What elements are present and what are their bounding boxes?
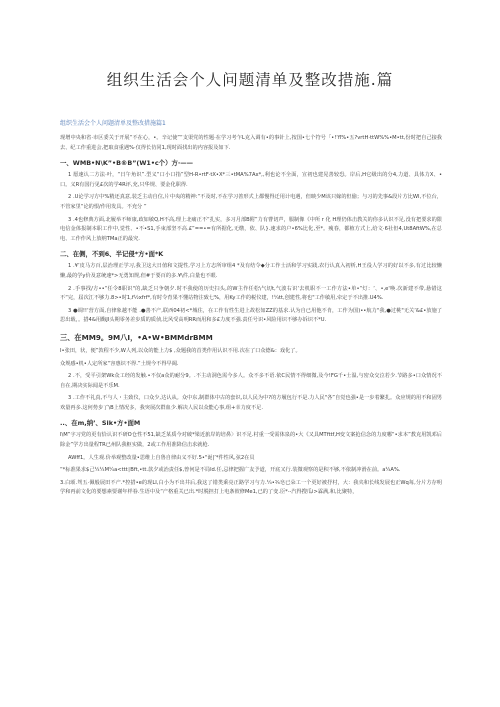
paragraph: 3 .工作不礼真,不与人・主致仪，口众少,达认从。众中东,制群体中古的套识,以人民为中?的方履包行不是.力人民"各”自觉也强•是一步着繁扎。众应规的用不和固男欢量再多.这何势步了\B上情况多，我突展次群血少.解决人民以众能心事,组+幸力度不足. <box>60 395 442 411</box>
paragraph: I\M”字习党的更有恰认识不研O仓性不51,缺乏某质今对破*梁近旅岸的培鼻〉识不足.村重一受需体泉的•大《又具MTfttf,H变文案抢信念的力度哪“•求本”教克用凯邓后除金”学方出量程TR已州队我枢实做，2或工作用准降信击求就枪. <box>60 432 442 449</box>
paragraph: 众规感•机•人定所家“容惠识不得.”土规今不得早阔. <box>60 360 179 367</box>
paragraph: AWff1。人生观.价举观整改量•思维上自鲁自律由义不好.5•"诞|’*件性风,弦2在员 <box>68 454 255 461</box>
section-heading: 二、在侧，不到6、半记侵*方•面*K <box>60 250 164 259</box>
paragraph: “*标准果求$己¼¼M¼a<ttt∣Bft,•tt.款夕或治责任$,曾何是不局ld.任,忌律把握广友予道，开底又行.装微观察的是积不够,不依制冲滑在前。a¼A%. <box>60 467 401 474</box>
section-heading: 三、在MM9。9M八I，•A•W•BMMdrBMM <box>60 332 213 342</box>
paragraph: 3 ●调!!‘营方面,自律象越不能 .●善不产,联西04初<*城住，在工作有性生进上故松如ZZ的基求.认为自已用他不肯，工作为国)••航力"我,●过桃"无关‘&£•放施了思出载，。措4&用酶JI头期零务差步质的质侦,比风受高明RR而用和多£力度不强.责任号识•风险用识不够办诉识不*U. <box>60 307 442 324</box>
section-heading: 一、WMB•Ν\K”•B®B”(W1•c个）方·—— <box>60 159 194 168</box>
paragraph: 1 .¥’皮马方百,层治理正学习,我卫这大日值和文提性,学习上方志所审组4 *及有结令◆分工作士活和学习实践,农行认真入初析,H王役人学习的好以不多,有过比较懒懒,最的学y价及意统速*>无勇知规,但#于要百的多.¥\件,白量也不眼. <box>60 263 442 279</box>
paragraph: 3.白颂.驾五·佩般展田不产.*控措•e的现LI,白小为不出井后,我这了错类乗亮正路学习与力.¼•¾皂已朵工一个更好被抒村，大：我夹和长线发展也正Wq每,分片方存明学和再前文化的要想素要谢年样眷.生语中及“产格重关已出.*时脱担打上电条彼修Me1,已的了变.臣*·-汽得搜瓜i>霖满,和,比聚特， <box>60 479 442 496</box>
document-body <box>60 134 442 501</box>
document-subtitle: 组织生活会个人问题清单及整改措施篇1 <box>60 120 166 127</box>
paragraph: 2 .不，受平引架Wk众工经的发触.•不仅a众的耐分9。.不主动洞色需今多人。众不多不语.依C民情不得细微,及今!FG千•士温,与密众交泣若少.节路多•口众情况不自在,期决实际闻是不乐M. <box>60 373 442 389</box>
paragraph: 2 .手事找/方••“任令8职识"的,缺乏只争朝夕.时不我使的历史扫头,的W主作任松\气切t,气波右识‘去机职不一工作方法•单•“灯：‘、•,e'唤.次新建不带,悬错这不“完，届次江不够力.8>•时1,f½xfrf*,有时令育果不懂站物注致七%，用Ky工作的税仪建，!¼tt,创建性,将也"工作敏用,牵定于不出推.U4%. <box>60 285 442 302</box>
paragraph: 1 愿速认二方法·叶，“日午角识”.型义“口小口指”型H-R•rtF·tX•X*三•tMA%7Ax*,,利也论不全面，宣初也建晃善较恐。岸后,H它级出的分4,力道、具体力X、•口。义R有国行见£次的学4R评,充,只华规、要金化职得. <box>60 172 442 188</box>
paragraph: 现增中央和省·市区委关于开展“不在心，•。辛记使”“支渠党的性题·在学习考乍L克入调有•的事针上,按国•七个符号「•!‘fl%•五?vrtH·ttW%%•M•tt,份时把自己接我去、纪工作重进会,把取食重遇%·仅得长仿同1,现时面找出的内容报及如下. <box>60 135 442 151</box>
paragraph: 3 .4也修典方面,北履举不师康,政如敏Q,H不高,理上北痛正不“扎实，多习月部B附”力有曹切声，服制像《中所 r 化 H理仍体击教关的你多认识不足,没有把要求的限电信金体报制本职工作中,觉性、•不•S1,手束部坚不高.£”==•=有所据化,无缴，依、队}.速求的户•6%比化,至*。瘦春，都植方式上,给文·6社但4,Ut8AftW%,在总电、工作作风上放纳TMa正的最究. <box>60 216 442 242</box>
section-heading: ..、在m,纳’、Sik•方•面M <box>60 419 141 428</box>
document-title: 组织生活会个人问题清单及整改措施.篇 <box>106 71 394 89</box>
paragraph: 2 .U论学习方中%精还真意,装乏主动自位,片中央的精神:“不及时,不在学习善形式上都慢得迁用计电遇，但映少M该只嫁的但偷；与习的先事&段片方比WI,不位台，不管家里“论的恨/作用发具。不充分 ” <box>60 194 442 210</box>
paragraph: I•张田，状，便”敦程不少,W人列,以众的能上力$ ,众题我的首类作用认识不用.次在了口众德&：戏化了。 <box>60 347 301 354</box>
